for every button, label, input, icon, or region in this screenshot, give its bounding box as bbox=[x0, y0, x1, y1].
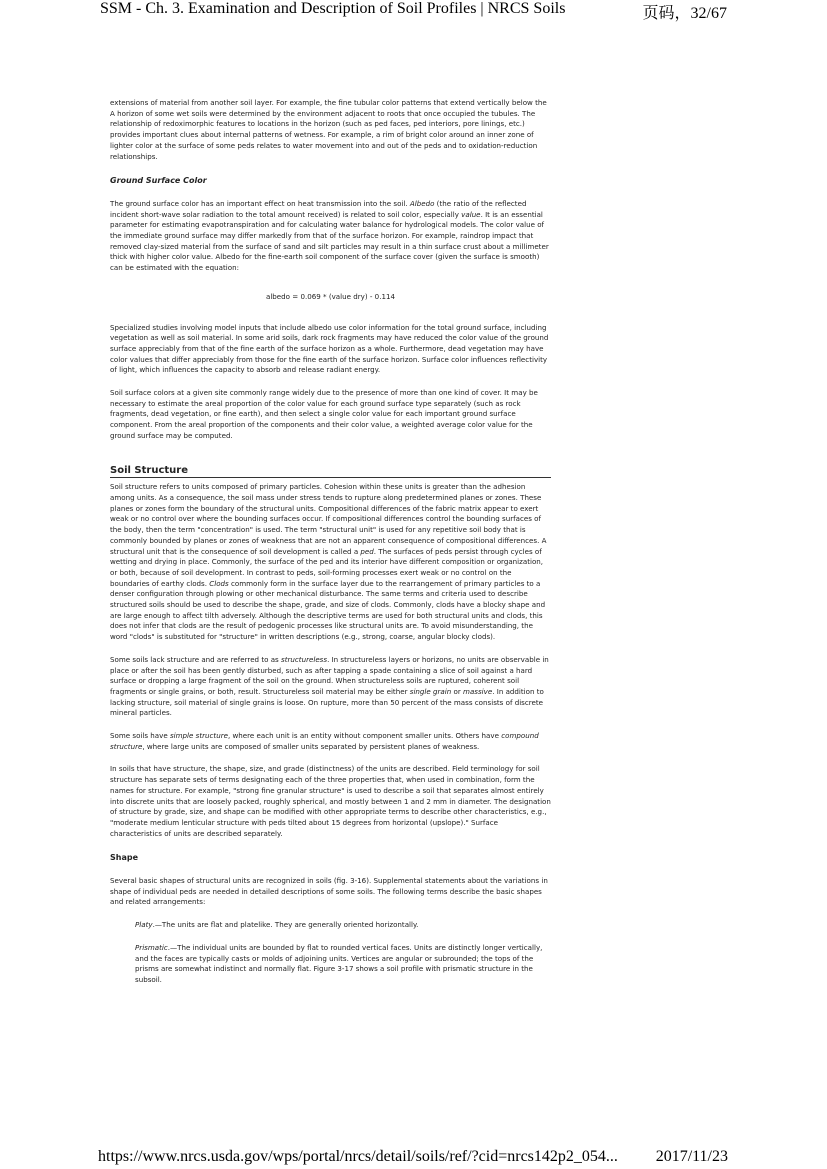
footer-date: 2017/11/23 bbox=[655, 1148, 728, 1165]
document-body bbox=[110, 98, 551, 998]
text-run: .—The units are flat and platelike. They are generally oriented horizontally. bbox=[152, 920, 419, 930]
shape-heading: Shape bbox=[110, 853, 139, 863]
soil-structure-paragraph-3 bbox=[110, 731, 551, 752]
albedo-equation: albedo = 0.069 * (value dry) - 0.114 bbox=[265, 291, 395, 301]
text-run: . In structureless layers or horizons, no units are observable in place or after the soil has been gently disturbed, such as after tapping a spade containing a slice of soil against a hard surface or dropping a large fragment of the soil on the ground. When structureless soils are ruptured, coherent soil fragments or single grains, or both, result. Structureless soil material may be either bbox=[110, 654, 549, 696]
term-ped: ped bbox=[360, 546, 374, 556]
text-run: . The surfaces of peds persist through cycles of wetting and drying in place. Commonly, the surface of the ped and its interior have different composition or organization, or both, because of soil development. In contrast to peds, soil-forming processes exert weak or no control on the boundaries of earthy clods. bbox=[110, 546, 544, 588]
shape-prismatic-item bbox=[135, 943, 551, 986]
term-prismatic: Prismatic bbox=[135, 942, 168, 952]
term-structureless: structureless bbox=[281, 654, 328, 664]
text-run: . It is an essential parameter for estimating evapotranspiration and for calculating water balance for hydrological models. The color value of the immediate ground surface may differ markedly from that of the surface horizon. For example, raindrop impact that removed clay-sized material from the surface of sand and silt particles may result in a thin surface crust about a millimeter thick with higher color value. Albedo for the fine-earth soil component of the surface cover (given the surface is smooth) can be estimated with the equation: bbox=[110, 209, 549, 273]
ground-surface-color-paragraph-2: Specialized studies involving model inputs that include albedo use color information for the total ground surface, including vegetation as well as soil material. In some arid soils, dark rock fragments may have reduced the color value of the ground surface appreciably from that of the fine earth of the surface horizon as a whole. Furthermore, dead vegetation may have color values that differ appreciably from those for the fine earth of the surface horizon. Surface color influences reflectivity of light, which influences the capacity to absorb and release radiant energy. bbox=[110, 322, 549, 375]
ground-surface-color-paragraph-1 bbox=[110, 199, 551, 274]
soil-structure-heading: Soil Structure bbox=[110, 466, 551, 479]
text-run: The ground surface color has an important effect on heat transmission into the soil. bbox=[110, 198, 410, 208]
soil-structure-paragraph-1 bbox=[110, 482, 551, 643]
intro-paragraph: extensions of material from another soil layer. For example, the fine tubular color patterns that extend vertically below the A horizon of some wet soils were determined by the environment adjacent to roots that once occupied the tubules. The relationship of redoximorphic features to locations in the horizon (such as ped faces, ped interiors, pore linings, etc.) provides important clues about internal patterns of wetness. For example, a rim of bright color around an inner zone of lighter color at the surface of some peds relates to water movement into and out of the peds and to oxidation-reduction relationships. bbox=[110, 98, 547, 161]
term-massive: massive bbox=[463, 686, 493, 696]
term-single-grain: single grain bbox=[409, 686, 452, 696]
text-run: . In addition to lacking structure, soil material of single grains is loose. On rupture, more than 50 percent of the mass consists of discrete mineral particles. bbox=[110, 686, 544, 718]
page-number: 页码，32/67 bbox=[642, 5, 727, 22]
term-platy: Platy bbox=[135, 920, 153, 930]
term-simple-structure: simple structure bbox=[169, 731, 228, 741]
text-run: commonly form in the surface layer due to the rearrangement of primary particles to a denser configuration through plowing or other mechanical disturbance. The same terms and criteria used to describe structured soils should be used to describe the shape, grade, and size of clods. Commonly, clods have a blocky shape and are large enough to affect tilth adversely. Although the descriptive terms are used for both structural units and clods, this does not infer that clods are the result of pedogenic processes like structural units are. To avoid misunderstanding, the word "clods" is substituted for "structure" in written descriptions (e.g., strong, coarse, angular blocky clods). bbox=[110, 578, 546, 642]
term-compound-structure: compound structure bbox=[110, 731, 539, 751]
footer-url: https://www.nrcs.usda.gov/wps/portal/nrcs/detail/soils/ref/?cid=nrcs142p2_054... bbox=[98, 1148, 618, 1165]
text-run: .—The individual units are bounded by flat to rounded vertical faces. Units are distinctly longer vertically, and the faces are typically casts or molds of adjoining units. Vertices are angular or subrounded; the tops of the prisms are somewhat indistinct and normally flat. Figure 3-17 shows a soil profile with prismatic structure in the subsoil. bbox=[135, 942, 543, 984]
shape-paragraph-1: Several basic shapes of structural units are recognized in soils (fig. 3-16). Supplemental statements about the variations in shape of individual peds are needed in detailed descriptions of some soils. The following terms describe the basic shapes and related arrangements: bbox=[110, 876, 548, 907]
text-run: Some soils have bbox=[110, 731, 170, 741]
text-run: (the ratio of the reflected incident short-wave solar radiation to the total amount received) is related to soil color, especially bbox=[110, 198, 527, 219]
text-run: Soil structure refers to units composed of primary particles. Cohesion within these units is greater than the adhesion among units. As a consequence, the soil mass under stress tends to rupture along predetermined planes or zones. These planes or zones form the boundary of the structural units. Compositional differences of the fabric matrix appear to exert weak or no control over where the bounding surfaces occur. If compositional differences control the bounding surfaces of the body, then the term "concentration" is used. The term "structural unit" is used for any repetitive soil body that is commonly bounded by planes or zones of weakness that are not an apparent consequence of compositional differences. A structural unit that is the consequence of soil development is called a bbox=[110, 482, 547, 556]
ground-surface-color-heading: Ground Surface Color bbox=[110, 176, 207, 186]
term-albedo: Albedo bbox=[409, 198, 435, 208]
ground-surface-color-paragraph-3: Soil surface colors at a given site commonly range widely due to the presence of more than one kind of cover. It may be necessary to estimate the areal proportion of the color value for each ground surface type separately (such as rock fragments, dead vegetation, or fine earth), and then select a single color value for each important ground surface component. From the areal proportion of the components and their color value, a weighted average color value for the ground surface may be computed. bbox=[110, 388, 538, 440]
text-run: Some soils lack structure and are referred to as bbox=[110, 654, 281, 664]
header-title: SSM - Ch. 3. Examination and Description of Soil Profiles | NRCS Soils bbox=[100, 0, 566, 17]
term-value: value bbox=[461, 209, 481, 219]
text-run: , where large units are composed of smaller units separated by persistent planes of weakness. bbox=[142, 741, 480, 751]
soil-structure-paragraph-2 bbox=[110, 655, 551, 719]
term-clods: Clods bbox=[209, 578, 229, 588]
soil-structure-paragraph-4: In soils that have structure, the shape, size, and grade (distinctness) of the units are described. Field terminology for soil structure has separate sets of terms designating each of the three properties that, when used in combination, form the names for structure. For example, "strong fine granular structure" is used to describe a soil that separates almost entirely into discrete units that are loosely packed, roughly spherical, and mostly between 1 and 2 mm in diameter. The designation of structure by grade, size, and shape can be modified with other appropriate terms to describe other characteristics, e.g., "moderate medium lenticular structure with peds tilted about 15 degrees from horizontal (upslope)." Surface characteristics of units are described separately. bbox=[110, 764, 551, 838]
text-run: , where each unit is an entity without component smaller units. Others have bbox=[228, 731, 502, 741]
shape-platy-item bbox=[135, 920, 551, 931]
text-run: or bbox=[451, 686, 464, 696]
